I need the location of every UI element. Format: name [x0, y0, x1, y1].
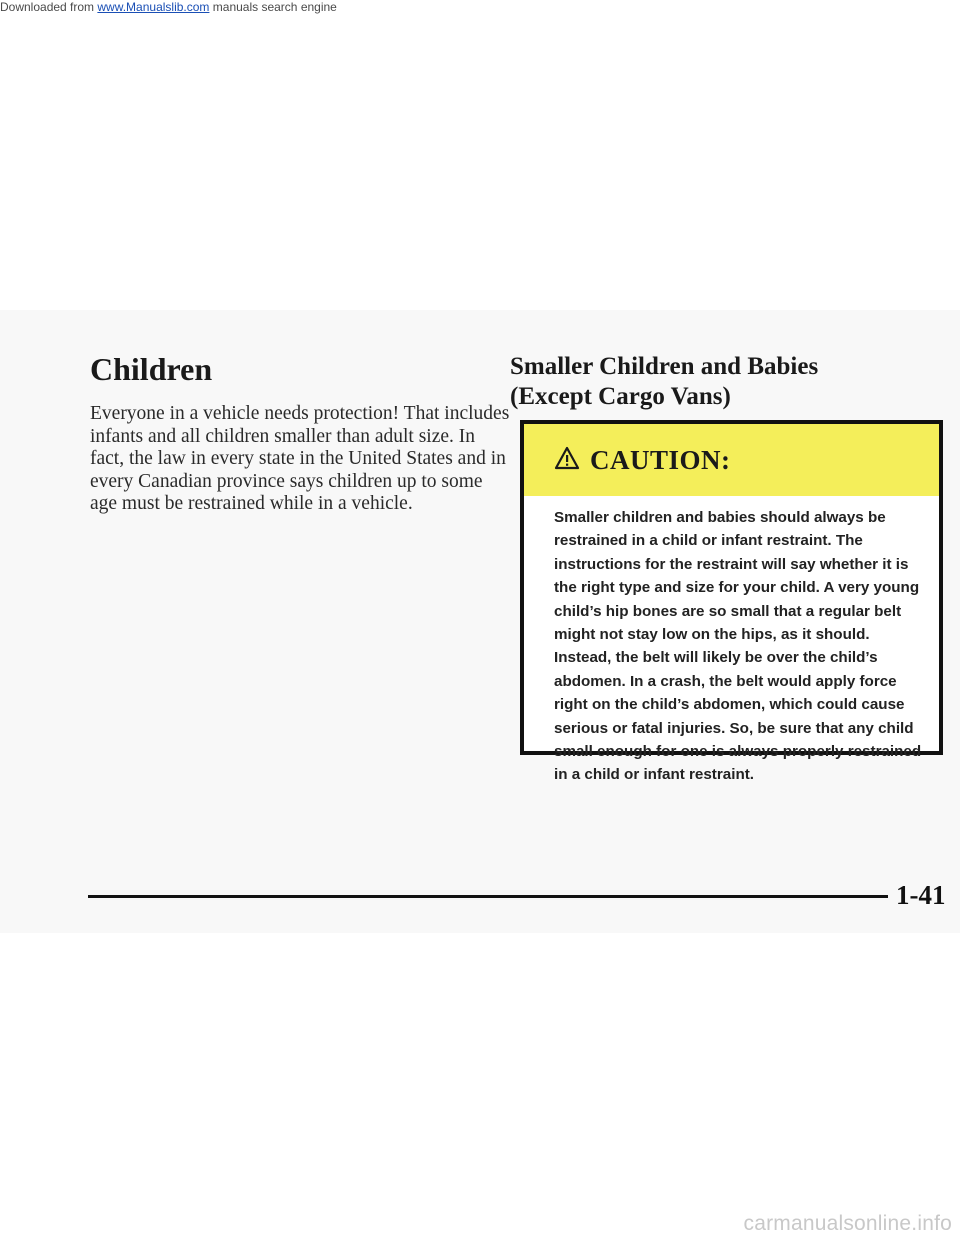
- caution-header: [524, 424, 939, 496]
- watermark-suffix: manuals search engine: [209, 0, 337, 14]
- warning-triangle-icon: [554, 446, 590, 475]
- caution-label: CAUTION:: [590, 444, 731, 475]
- heading-line-2: (Except Cargo Vans): [510, 383, 731, 410]
- page-number: 1-41: [896, 880, 946, 910]
- site-watermark: carmanualsonline.info: [743, 1212, 952, 1235]
- children-section: [90, 352, 510, 516]
- heading-line-1: Smaller Children and Babies: [510, 353, 819, 380]
- children-heading: Children: [90, 351, 213, 387]
- watermark-prefix: Downloaded from: [0, 0, 98, 14]
- smaller-children-section: [510, 352, 950, 412]
- caution-box: [520, 420, 943, 784]
- footer-rule: [88, 895, 888, 898]
- manualslib-link[interactable]: www.Manualslib.com: [97, 0, 210, 14]
- source-watermark: [0, 0, 337, 14]
- smaller-children-heading: [510, 352, 950, 412]
- children-body-text: Everyone in a vehicle needs protection! That includes infants and all children smaller than adult size. In fact, the law in every state in the United States and in every Canadian province says children up to some age must be restrained while in a vehicle.: [90, 403, 510, 515]
- caution-text: Smaller children and babies should always be restrained in a child or infant restraint. The instructions for the restraint will say whether it is the right type and size for your child. A very young child’s hip bones are so small that a regular belt might not stay low on the hips, as it should. Instead, the belt will likely be over the child’s abdomen. In a crash, the belt would apply force right on the child’s abdomen, which could cause serious or fatal injuries. So, be sure that any child small enough for one is always properly restrained in a child or infant restraint.: [554, 509, 922, 784]
